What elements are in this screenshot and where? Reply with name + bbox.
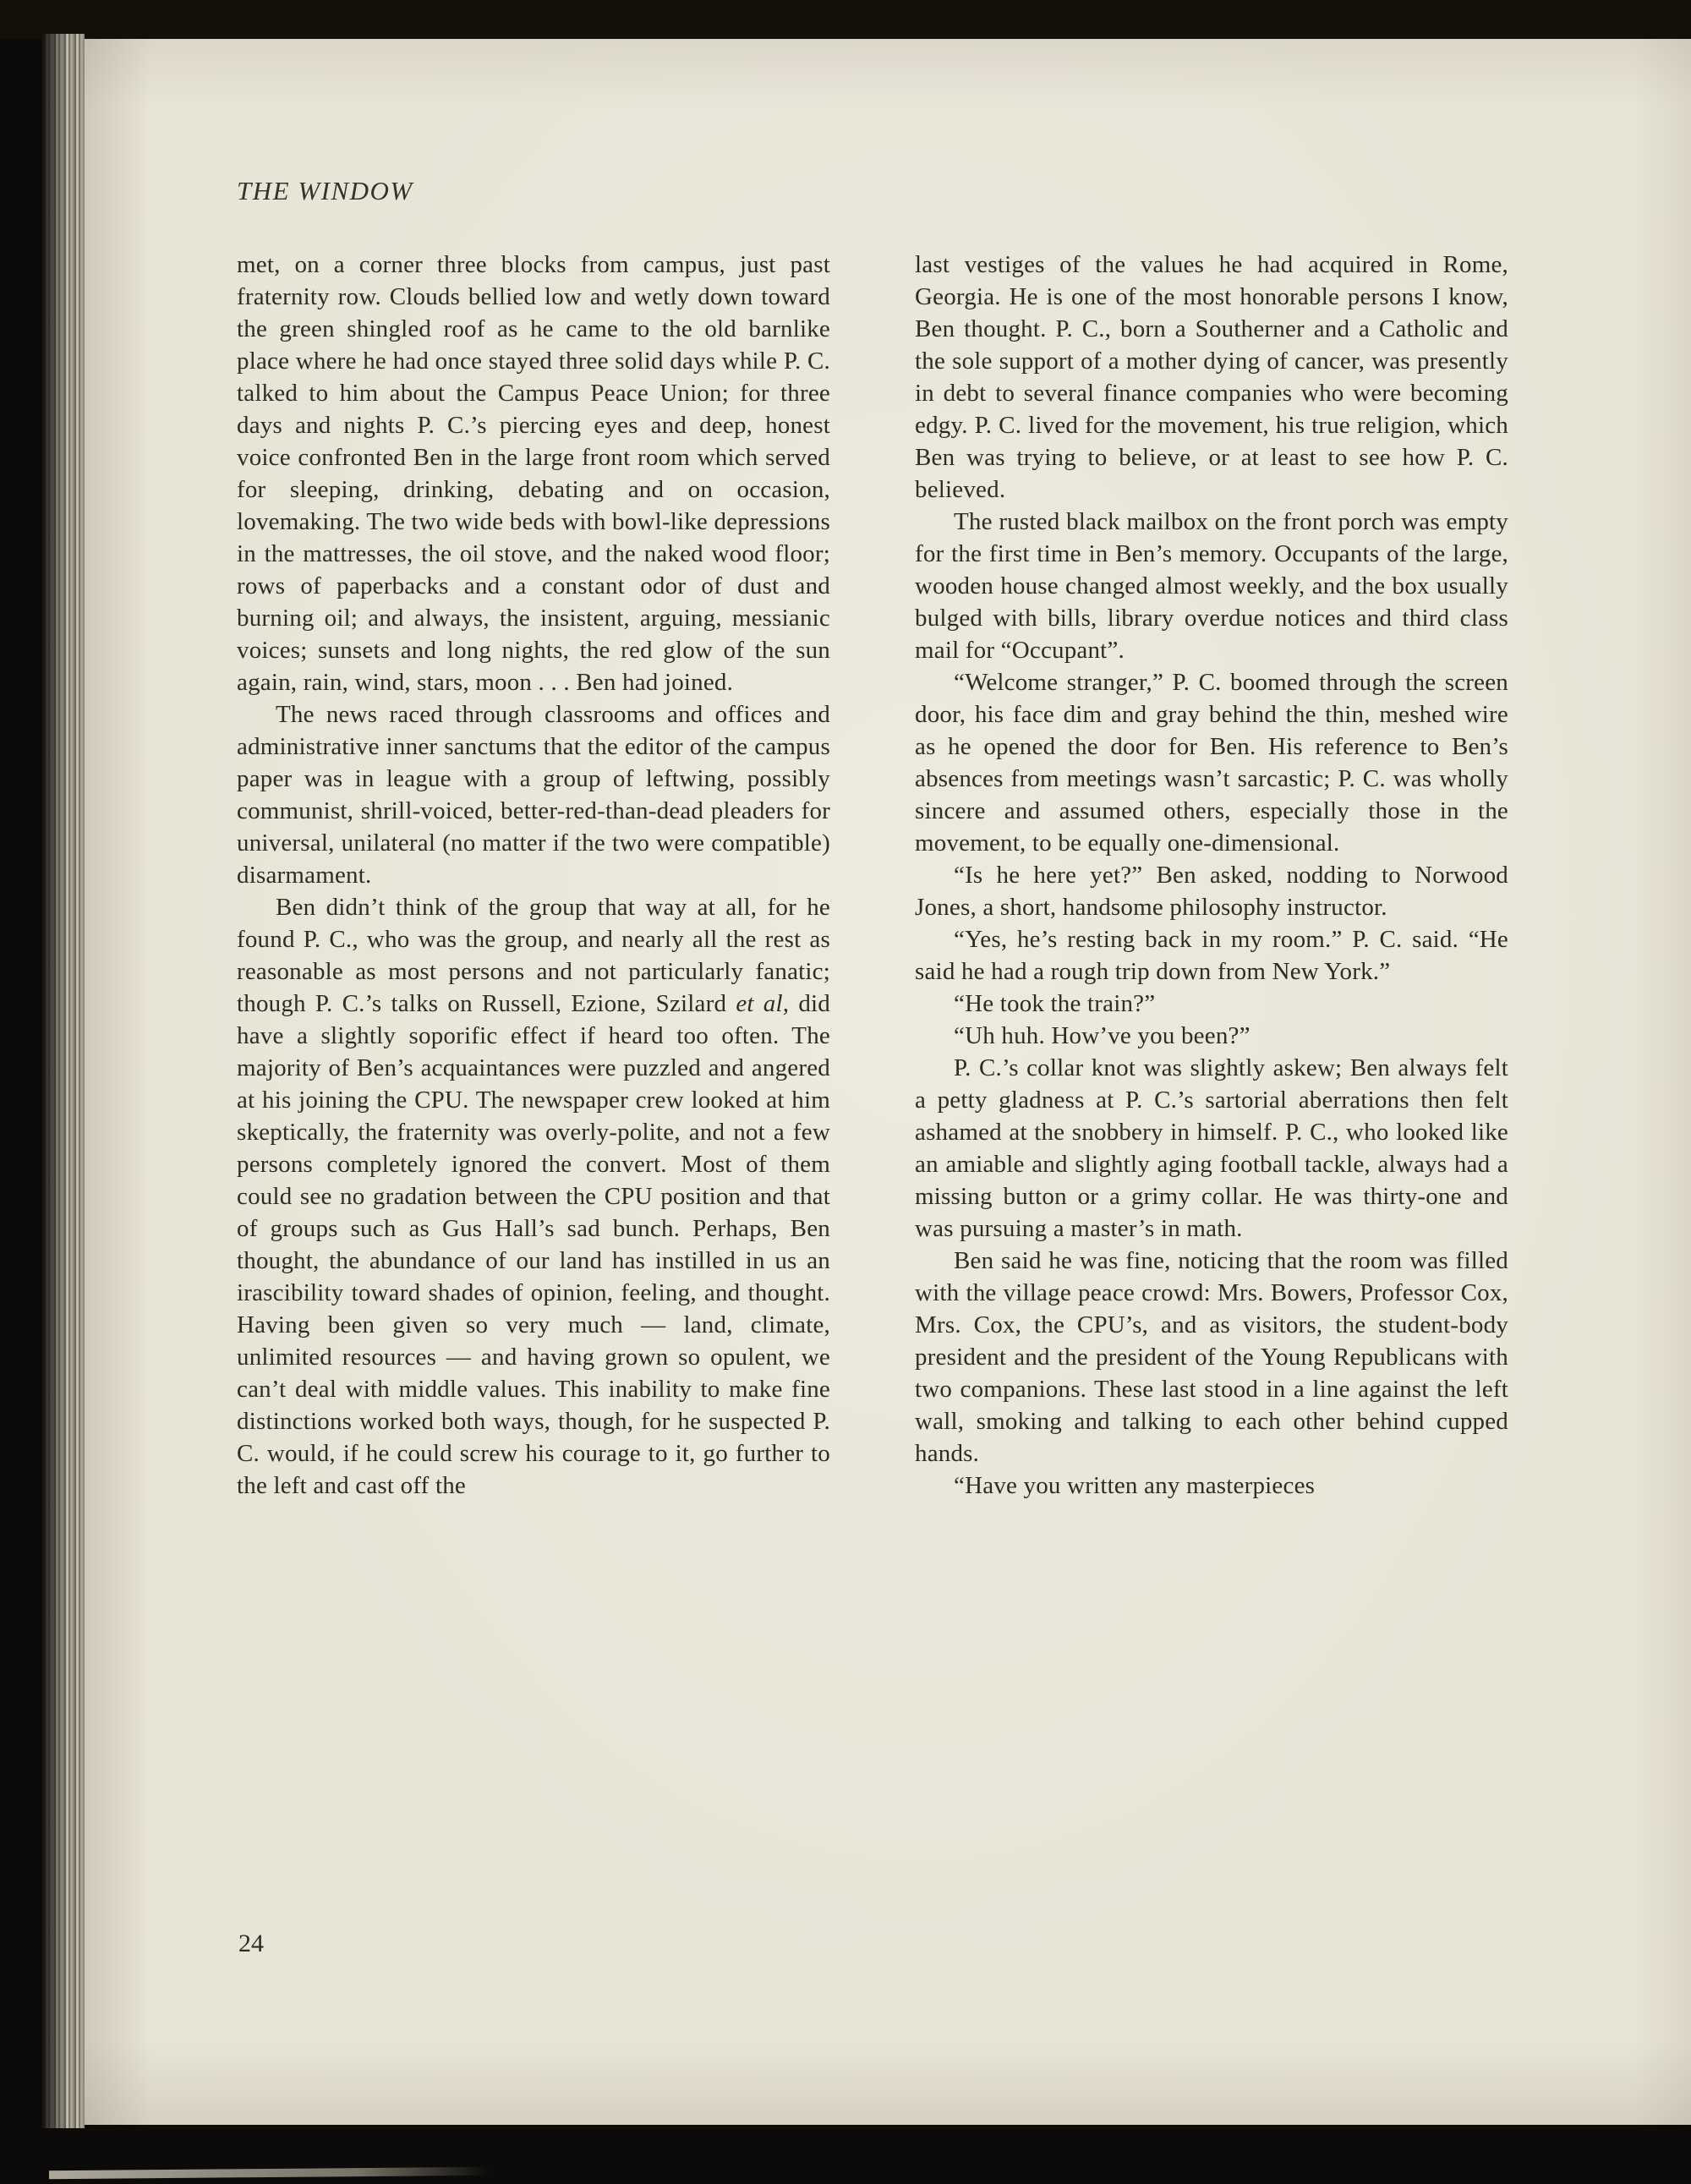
paragraph: P. C.’s collar knot was slightly askew; Ben always felt a petty gladness at P. C.’s sartorial aberrations then felt ashamed at the snobbery in himself. P. C., who looked like an amiable and slightly aging football tackle, always had a missing button or a grimy collar. He was thirty-one and was pursuing a master’s in math. bbox=[915, 1054, 1508, 1242]
paragraph: The news raced through classrooms and offices and administrative inner sanctums that the editor of the campus paper was in league with a group of leftwing, possibly communist, shrill-voiced, better-red-than-dead pleaders for universal, unilateral (no matter if the two were compatible) disarmament. bbox=[237, 701, 830, 889]
paragraph: last vestiges of the values he had acquired in Rome, Georgia. He is one of the most honorable persons I know, Ben thought. P. C., born a Southerner and a Catholic and the sole support of a mother dying of cancer, was presently in debt to several finance companies who were becoming edgy. P. C. lived for the movement, his true religion, which Ben was trying to believe, or at least to see how P. C. believed. bbox=[915, 251, 1508, 503]
paragraph: met, on a corner three blocks from campus, just past fraternity row. Clouds bellied low and wetly down toward the green shingled roof as he came to the old barnlike place where he had once stayed three solid days while P. C. talked to him about the Campus Peace Union; for three days and nights P. C.’s piercing eyes and deep, honest voice confronted Ben in the large front room which served for sleeping, drinking, debating and on occasion, lovemaking. The two wide beds with bowl-like depressions in the mattresses, the oil stove, and the naked wood floor; rows of paperbacks and a constant odor of dust and burning oil; and always, the insistent, arguing, messianic voices; sunsets and long nights, the red glow of the sun again, rain, wind, stars, moon . . . Ben had joined. bbox=[237, 251, 830, 696]
paragraph: “Is he here yet?” Ben asked, nodding to Norwood Jones, a short, handsome philosophy instructor. bbox=[915, 862, 1508, 921]
book-page-edges-bottom bbox=[49, 2167, 489, 2180]
paragraph: Ben didn’t think of the group that way at all, for he found P. C., who was the group, and nearly all the rest as reasonable as most persons and not particularly fanatic; though P. C.’s talks on Russell, Ezione, Szilard et al, did have a slightly soporific effect if heard too often. The majority of Ben’s acquaintances were puzzled and angered at his joining the CPU. The newspaper crew looked at him skeptically, the fraternity was overly-polite, and not a few persons completely ignored the convert. Most of them could see no gradation between the CPU position and that of groups such as Gus Hall’s sad bunch. Perhaps, Ben thought, the abundance of our land has instilled in us an irascibility toward shades of opinion, feeling, and thought. Having been given so very much — land, climate, unlimited resources — and having grown so opulent, we can’t deal with middle values. This inability to make fine distinctions worked both ways, though, for he suspected P. C. would, if he could screw his courage to it, go further to the left and cast off the bbox=[237, 894, 831, 1499]
page bbox=[85, 39, 1691, 2125]
text-column-right bbox=[915, 249, 1508, 1502]
paragraph: “Have you written any masterpieces bbox=[954, 1472, 1316, 1499]
paragraph: “He took the train?” bbox=[954, 990, 1156, 1017]
paragraph: Ben said he was fine, noticing that the room was filled with the village peace crowd: Mrs. Bowers, Professor Cox, Mrs. Cox, the CPU’s, and as visitors, the student-body president and the president of the Young Republicans with two companions. These last stood in a line against the left wall, smoking and talking to each other behind cupped hands. bbox=[915, 1247, 1508, 1467]
text-body bbox=[237, 249, 1508, 1502]
text-column-left bbox=[237, 249, 830, 1502]
paragraph: The rusted black mailbox on the front porch was empty for the first time in Ben’s memory. Occupants of the large, wooden house changed almost weekly, and the box usually bulged with bills, library overdue notices and third class mail for “Occupant”. bbox=[915, 508, 1508, 664]
paragraph: “Uh huh. How’ve you been?” bbox=[954, 1022, 1250, 1049]
running-head: THE WINDOW bbox=[237, 176, 413, 205]
paragraph: “Yes, he’s resting back in my room.” P. C. said. “He said he had a rough trip down from New York.” bbox=[915, 926, 1508, 985]
paragraph: “Welcome stranger,” P. C. boomed through the screen door, his face dim and gray behind the thin, meshed wire as he opened the door for Ben. His reference to Ben’s absences from meetings wasn’t sarcastic; P. C. was wholly sincere and assumed others, especially those in the movement, to be equally one-dimensional. bbox=[915, 669, 1508, 857]
page-number: 24 bbox=[238, 1929, 264, 1957]
book-page-edges bbox=[42, 34, 85, 2128]
